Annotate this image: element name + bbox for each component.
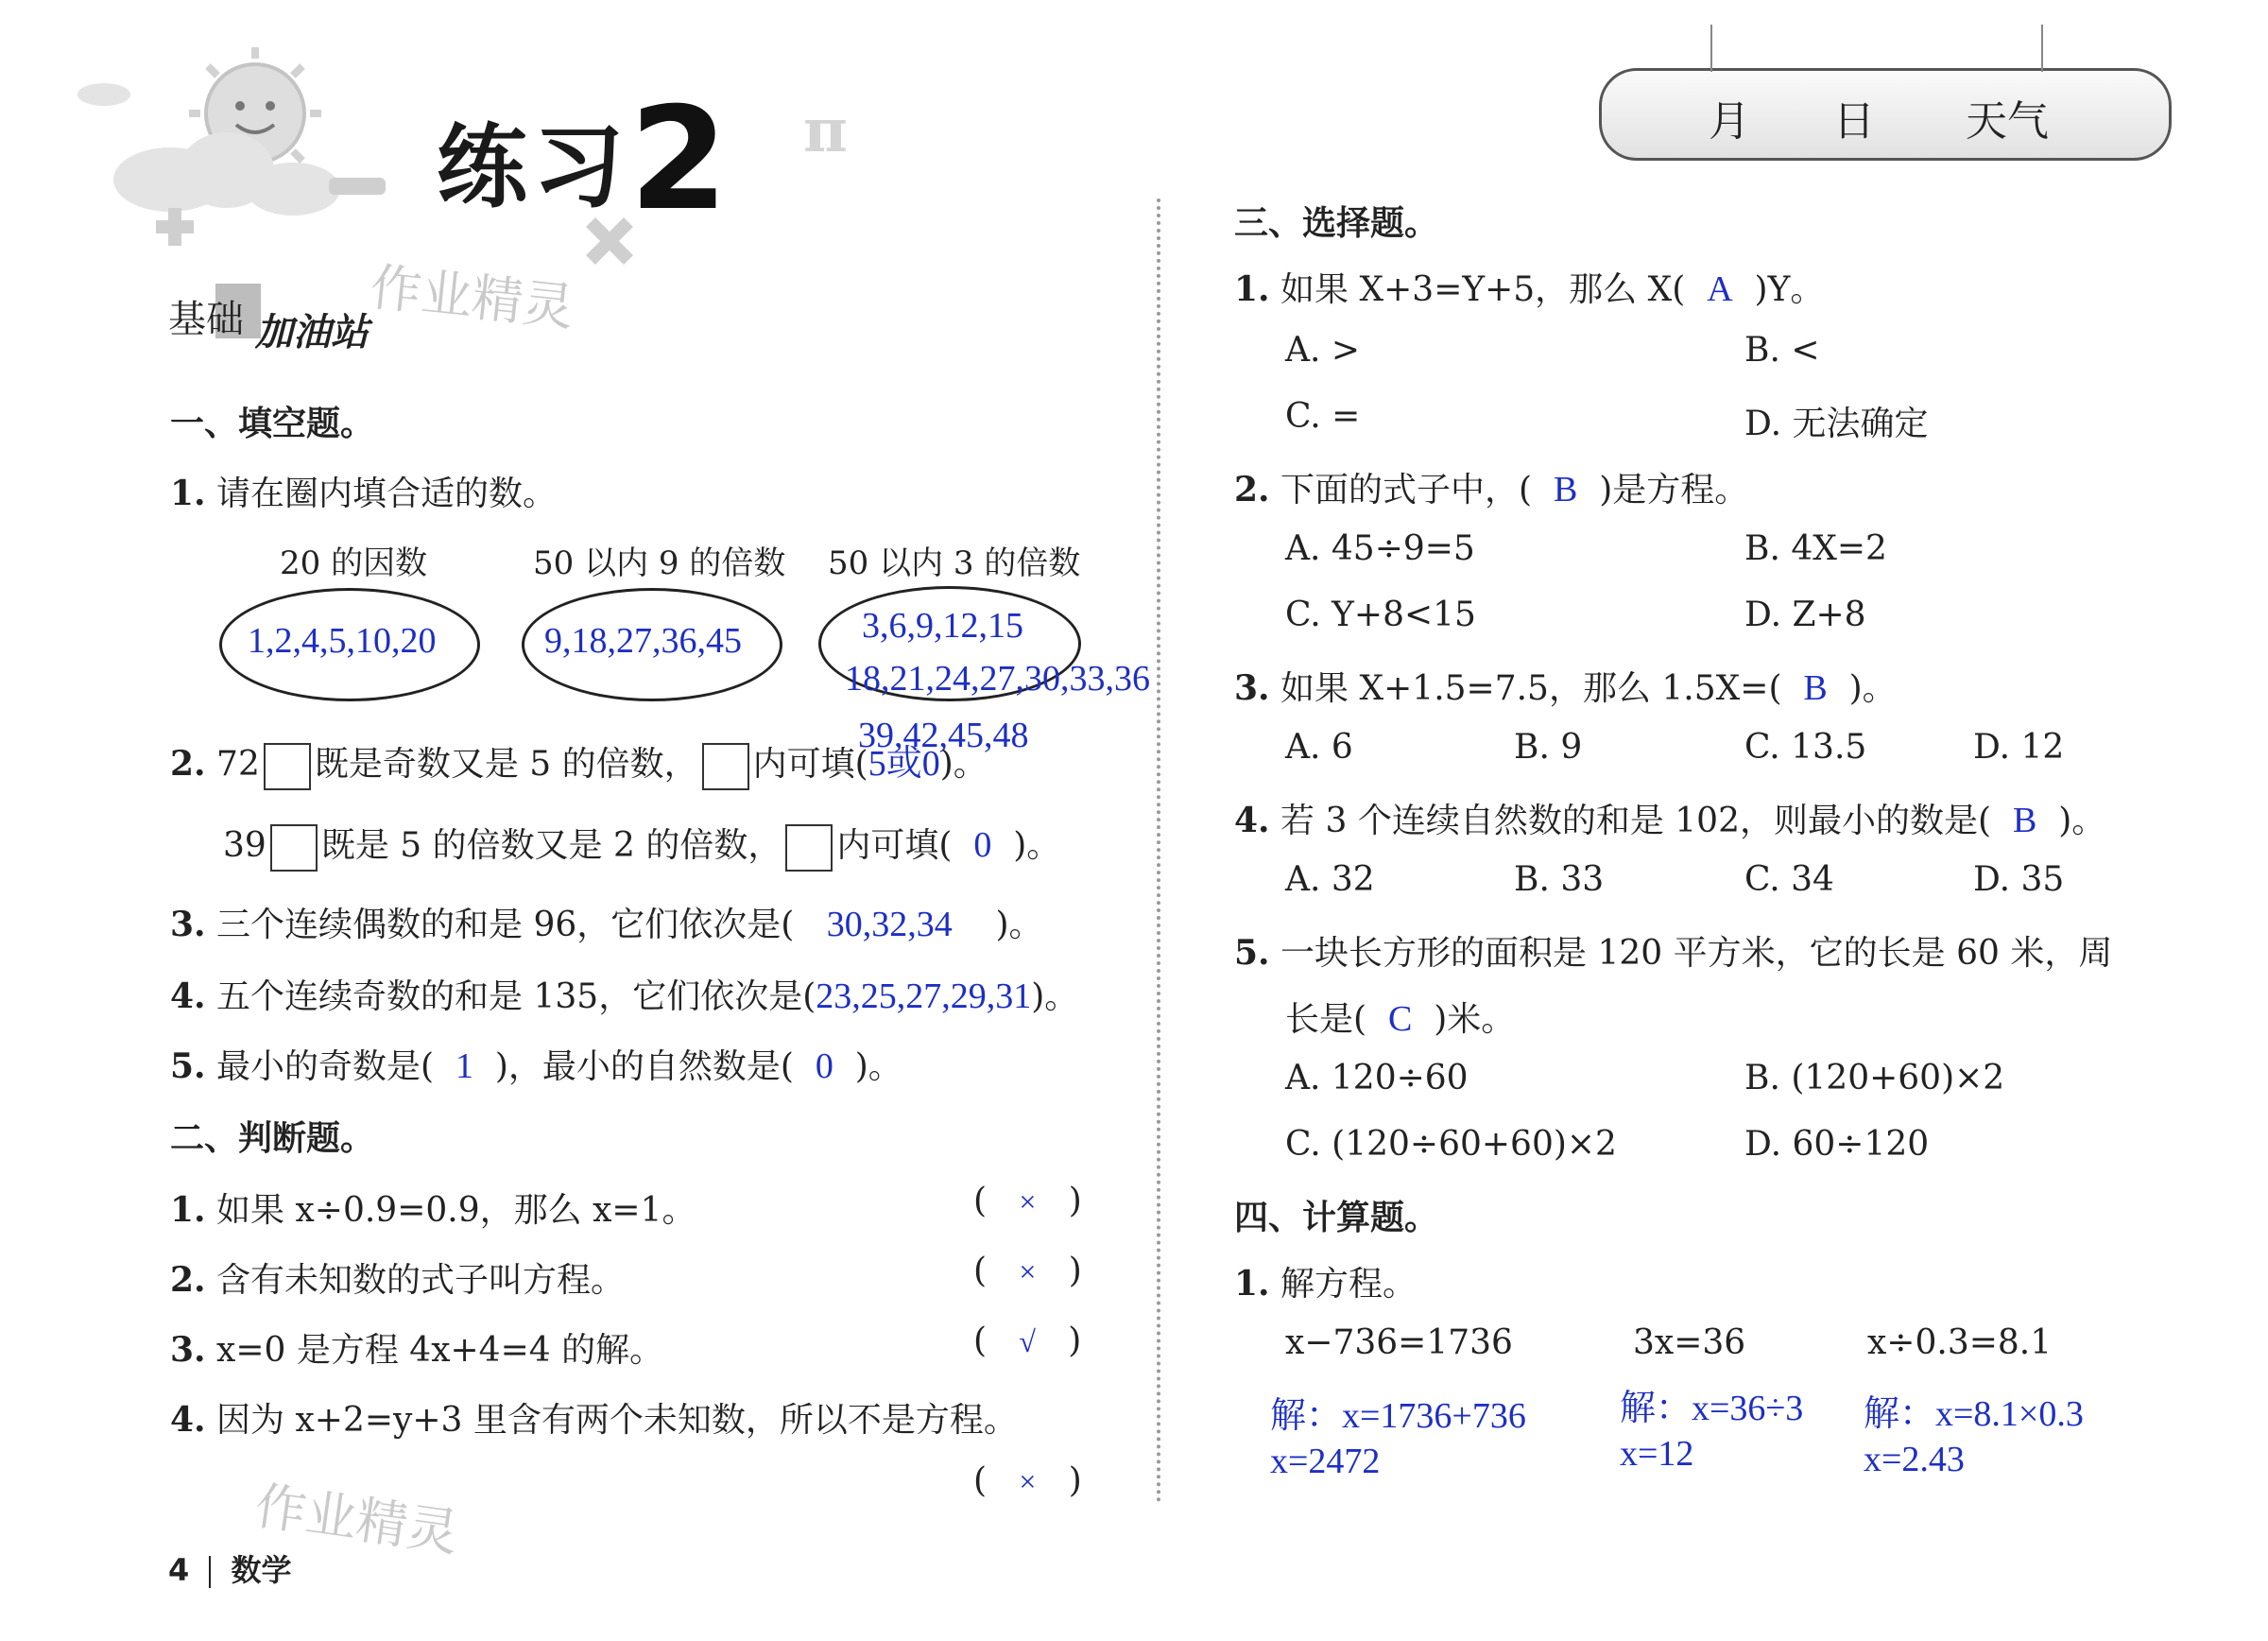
question-text: 72: [216, 745, 260, 784]
weather-label: 天气: [1966, 97, 2049, 146]
date-box: [1599, 68, 2172, 161]
question-number: 1.: [170, 1190, 206, 1230]
page-number: 4: [168, 1552, 190, 1588]
section-heading: 四、计算题。: [1234, 1199, 1439, 1237]
question-number: 5.: [1234, 933, 1270, 973]
date-month-label: 月: [1709, 97, 1750, 146]
bracket-close: ): [1068, 1321, 1082, 1360]
question-text: 既是奇数又是 5 的倍数，: [314, 745, 698, 784]
footer-separator: [209, 1556, 211, 1588]
handwritten-answer: 0: [815, 1046, 833, 1086]
watermark: 作业精灵: [251, 1476, 462, 1563]
equation: x÷0.3=8.1: [1867, 1323, 2053, 1362]
question-text: )。: [1031, 977, 1079, 1016]
handwritten-solution: x=12: [1620, 1434, 1694, 1474]
question-text: 五个连续奇数的和是 135，它们依次是(: [216, 977, 816, 1016]
handwritten-answer: ×: [1019, 1254, 1037, 1288]
choice-option: D. 35: [1973, 860, 2065, 899]
judge-bracket: [973, 1461, 1082, 1500]
date-day-label: 日: [1833, 97, 1875, 146]
question-number: 1.: [1234, 1264, 1270, 1304]
choice-option: B. 33: [1514, 860, 1605, 899]
question-text: )，最小的自然数是(: [494, 1047, 794, 1086]
question-number: 3.: [170, 1330, 206, 1370]
choice-question-cont: [1285, 993, 1515, 1041]
question-2b: [223, 819, 1060, 872]
question-text: 39: [223, 826, 266, 865]
choice-option: D. 60÷120: [1744, 1125, 1930, 1164]
handwritten-answer: ×: [1019, 1464, 1037, 1498]
question-text: 如果 x÷0.9=0.9，那么 x=1。: [216, 1191, 696, 1230]
handwritten-solution: x=2472: [1270, 1442, 1381, 1481]
question-text: )是方程。: [1599, 471, 1749, 510]
pi-icon: π: [803, 95, 848, 166]
handwritten-answer: 1: [455, 1046, 473, 1086]
choice-option: D. 无法确定: [1744, 405, 1929, 443]
equation: x−736=1736: [1285, 1323, 1513, 1362]
choice-option: A. 32: [1285, 860, 1375, 899]
blank-box: [702, 743, 749, 790]
judge-item: [170, 1253, 625, 1302]
question-number: 1.: [170, 474, 206, 513]
section-tag-prefix: 基础: [168, 298, 244, 341]
question-1: [170, 467, 557, 515]
section-heading: 二、判断题。: [170, 1119, 375, 1158]
column-divider: [1157, 199, 1160, 1503]
choice-option: A. 120÷60: [1285, 1059, 1469, 1097]
question-text: )。: [995, 906, 1043, 944]
bracket-close: ): [1068, 1252, 1082, 1290]
question-number: 2.: [1234, 470, 1270, 510]
question-4: [170, 970, 1078, 1018]
question-text: )Y。: [1754, 270, 1825, 309]
question-number: 2.: [170, 1260, 206, 1300]
question-text: 若 3 个连续自然数的和是 102，则最小的数是(: [1280, 802, 1992, 840]
choice-question: [1234, 794, 2105, 842]
handwritten-answer: 30,32,34: [826, 905, 953, 944]
handwritten-solution: 解：x=1736+736: [1270, 1396, 1526, 1436]
bracket-open: (: [973, 1461, 988, 1500]
handwritten-answer: B: [1553, 470, 1578, 510]
question-3: [170, 898, 1043, 946]
handwritten-answer: 0: [973, 825, 992, 865]
choice-question: [1234, 463, 1748, 511]
handwritten-answer: 39,42,45,48: [858, 716, 1029, 755]
question-text: )。: [1848, 669, 1897, 708]
question-number: 4.: [1234, 801, 1270, 840]
choice-option: D. 12: [1973, 728, 2065, 767]
handwritten-solution: 解：x=36÷3: [1620, 1389, 1804, 1428]
date-box-hanger: [1710, 25, 1712, 72]
subject-label: 数学: [231, 1552, 292, 1588]
question-number: 3.: [1234, 668, 1270, 708]
question-text: 下面的式子中，(: [1280, 471, 1533, 510]
circle-label: 50 以内 9 的倍数: [533, 544, 786, 582]
judge-item: [170, 1323, 663, 1372]
handwritten-solution: x=2.43: [1864, 1440, 1965, 1479]
blank-box: [264, 743, 311, 790]
page-title: [437, 78, 728, 242]
handwritten-answer: 3,6,9,12,15: [862, 606, 1023, 646]
question-text: 内可填(: [836, 826, 953, 865]
question-text: 解方程。: [1280, 1265, 1418, 1304]
page-footer: [168, 1546, 292, 1590]
bracket-open: (: [973, 1321, 988, 1360]
blank-box: [785, 824, 833, 872]
choice-option: B. (120+60)×2: [1744, 1059, 2005, 1097]
judge-item: [170, 1183, 696, 1232]
choice-option: C. Y+8<15: [1285, 596, 1476, 634]
judge-bracket: [973, 1182, 1082, 1220]
choice-option: A. 45÷9=5: [1285, 529, 1475, 568]
choice-option: D. Z+8: [1744, 596, 1866, 634]
question-2a: [170, 734, 988, 790]
question-text: )米。: [1434, 1000, 1516, 1039]
question-text: x=0 是方程 4x+4=4 的解。: [216, 1331, 664, 1370]
handwritten-answer: C: [1387, 999, 1413, 1039]
question-number: 4.: [170, 1400, 206, 1440]
question-text: )。: [939, 745, 988, 784]
choice-question: [1234, 662, 1897, 710]
watermark: 作业精灵: [367, 256, 577, 338]
date-box-hanger: [2041, 25, 2043, 72]
choice-option: A. 6: [1285, 728, 1353, 767]
question-text: 最小的奇数是(: [216, 1047, 435, 1086]
calc-question: [1234, 1257, 1417, 1305]
plus-icon: [156, 208, 194, 246]
equation: 3x=36: [1633, 1323, 1746, 1362]
question-text: 因为 x+2=y+3 里含有两个未知数，所以不是方程。: [216, 1401, 1018, 1440]
handwritten-answer: A: [1707, 269, 1733, 309]
choice-option: B. <: [1744, 331, 1820, 370]
handwritten-solution: 解：x=8.1×0.3: [1864, 1394, 2084, 1434]
handwritten-answer: 9,18,27,36,45: [544, 621, 742, 661]
question-text: 内可填(: [752, 745, 868, 784]
question-text: 请在圈内填合适的数。: [216, 475, 558, 513]
question-text: )。: [854, 1047, 902, 1086]
question-text: )。: [2058, 802, 2106, 840]
circle-label: 50 以内 3 的倍数: [828, 544, 1081, 582]
choice-option: A. >: [1285, 331, 1361, 370]
bracket-close: ): [1068, 1182, 1082, 1220]
choice-question: [1234, 926, 2112, 975]
handwritten-answer: 1,2,4,5,10,20: [248, 621, 437, 661]
question-number: 3.: [170, 905, 206, 944]
question-text: 长是(: [1285, 1000, 1367, 1039]
handwritten-answer: B: [1803, 668, 1828, 708]
section-heading: 一、填空题。: [170, 405, 375, 443]
question-number: 4.: [170, 976, 206, 1016]
choice-option: C. (120÷60+60)×2: [1285, 1125, 1617, 1164]
judge-bracket: [973, 1252, 1082, 1290]
judge-bracket: [973, 1321, 1081, 1360]
title-text: 练习: [437, 114, 629, 220]
blank-box: [270, 824, 318, 872]
minus-icon: [329, 178, 386, 195]
choice-option: C. =: [1285, 397, 1361, 436]
choice-question: [1234, 263, 1824, 311]
question-text: 三个连续偶数的和是 96，它们依次是(: [216, 906, 795, 944]
question-5: [170, 1040, 902, 1088]
question-number: 5.: [170, 1046, 206, 1086]
question-text: )。: [1013, 826, 1061, 865]
section-tag-title: 加油站: [255, 311, 369, 354]
question-text: 含有未知数的式子叫方程。: [216, 1261, 626, 1300]
choice-option: B. 9: [1514, 728, 1583, 767]
handwritten-answer: ×: [1019, 1184, 1037, 1218]
handwritten-answer: 5或0: [868, 744, 940, 784]
handwritten-answer: B: [2012, 801, 2037, 840]
question-text: 一块长方形的面积是 120 平方米，它的长是 60 米，周: [1280, 934, 2113, 973]
handwritten-answer: 23,25,27,29,31: [816, 976, 1032, 1016]
circle-label: 20 的因数: [280, 544, 428, 582]
title-number: 2: [629, 78, 729, 242]
bracket-close: ): [1068, 1461, 1082, 1500]
choice-option: B. 4X=2: [1744, 529, 1887, 568]
question-number: 1.: [1234, 269, 1270, 309]
choice-option: C. 34: [1744, 860, 1834, 899]
section-heading: 三、选择题。: [1234, 204, 1439, 243]
handwritten-answer: 18,21,24,27,30,33,36: [845, 659, 1150, 699]
question-text: 如果 X+3=Y+5，那么 X(: [1280, 270, 1686, 309]
question-text: 既是 5 的倍数又是 2 的倍数，: [320, 826, 782, 865]
question-number: 2.: [170, 744, 206, 784]
judge-item: [170, 1393, 1018, 1442]
bracket-open: (: [973, 1182, 988, 1220]
choice-option: C. 13.5: [1744, 728, 1867, 767]
handwritten-answer: √: [1019, 1324, 1036, 1358]
question-text: 如果 X+1.5=7.5，那么 1.5X=(: [1280, 669, 1782, 708]
bracket-open: (: [973, 1252, 988, 1290]
